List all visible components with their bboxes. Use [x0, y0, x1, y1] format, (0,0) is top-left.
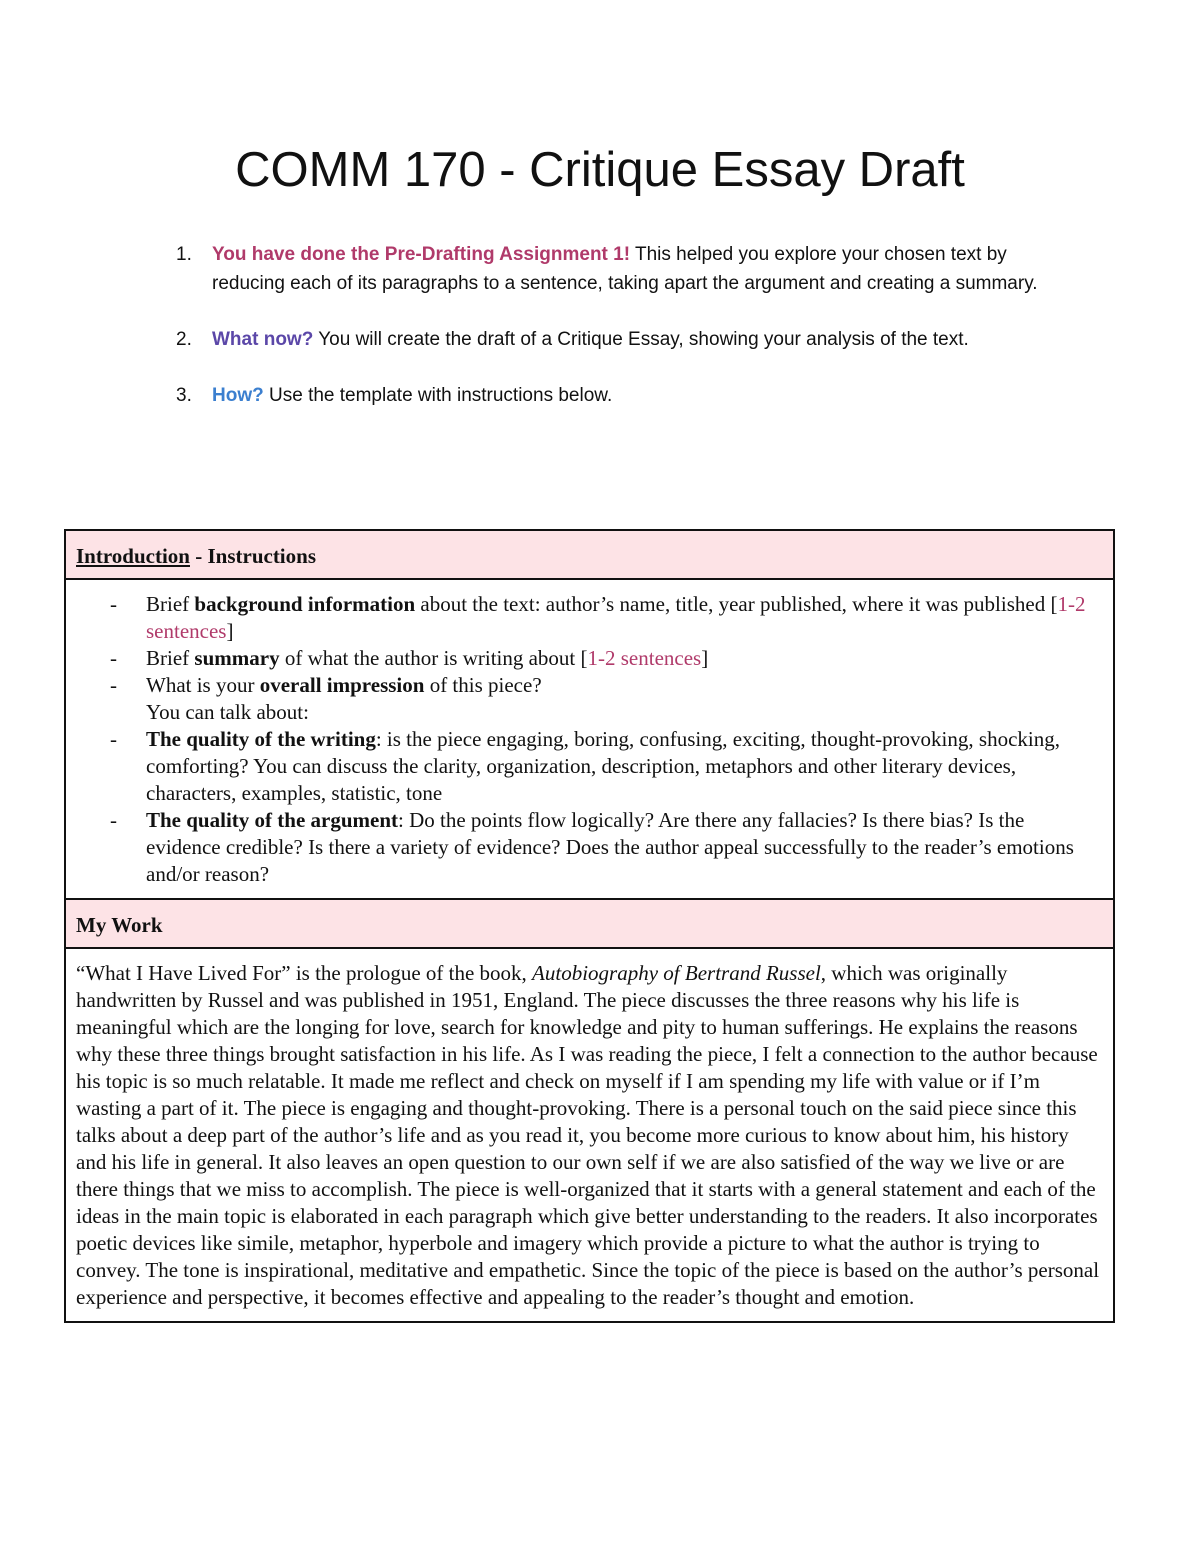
step-number: 1. [176, 244, 192, 265]
instruction-item [76, 672, 1103, 726]
step-text: You will create the draft of a Critique Essay, showing your analysis of the text. [313, 329, 969, 350]
bullet-dash: - [110, 592, 117, 616]
bullet-dash: - [110, 808, 117, 832]
instruction-text: Brief [146, 646, 195, 670]
step-text: This helped you explore your chosen text by reducing each of its paragraphs to a sentence, taking apart the argument and creating a summary. [212, 244, 1038, 294]
intro-header-rest: - Instructions [189, 544, 316, 568]
my-work-row [66, 949, 1113, 1321]
instruction-text: What is your [146, 673, 260, 697]
sentence-range: 1-2 sentences [587, 646, 702, 670]
intro-header-row [66, 531, 1113, 580]
instruction-text: You can talk about: [146, 700, 309, 724]
my-work-header-row [66, 900, 1113, 949]
instruction-item [76, 645, 1103, 672]
essay-opening: “What I Have Lived For” is the prologue of the book, [76, 961, 533, 985]
step-highlight: You have done the Pre-Drafting Assignment 1! [212, 244, 631, 265]
instruction-bold: The quality of the argument [146, 808, 398, 832]
instruction-item [76, 726, 1103, 807]
instruction-text: : Do the points flow logically? Are there any fallacies? Is there bias? Is the evidence credible? Is there a variety of evidence? Does the author appeal successfully to the reader’s emotions and/or reason? [146, 808, 1074, 886]
step-item [176, 240, 1056, 298]
instruction-bold: The quality of the writing [146, 727, 376, 751]
document-title: COMM 170 - Critique Essay Draft [235, 143, 965, 197]
instruction-text: ] [701, 646, 709, 670]
step-number: 3. [176, 385, 192, 406]
instruction-item [76, 591, 1103, 645]
instruction-text: : is the piece engaging, boring, confusing, exciting, thought-provoking, shocking, comforting? You can discuss the clarity, organization, description, metaphors and other literary devices, characters, examples, statistic, tone [146, 727, 1060, 805]
bullet-dash: - [110, 673, 117, 697]
intro-header-title: Introduction [76, 544, 190, 568]
step-text: Use the template with instructions below. [263, 385, 613, 406]
instruction-bold: background information [194, 592, 416, 616]
instruction-bold: summary [194, 646, 280, 670]
instruction-item [76, 807, 1103, 888]
essay-body: , which was originally handwritten by Russel and was published in 1951, England. The piece discusses the three reasons why his life is meaningful which are the longing for love, search for knowledge and pity to human sufferings. He explains the reasons why these three things brought satisfaction in his life. As I was reading the piece, I felt a connection to the author because his topic is so much relatable. It made me reflect and check on myself if I am spending my life with value or if I’m wasting a part of it. The piece is engaging and thought-provoking. There is a personal touch on the said piece since this talks about a deep part of the author’s life and as you read it, you become more curious to know about him, his history and his life in general. It also leaves an open question to our own self if we are also satisfied of the way we live or are there things that we miss to accomplish. The piece is well-organized that it starts with a general statement and each of the ideas in the main topic is elaborated in each paragraph which give better understanding to the readers. It also incorporates poetic devices like simile, metaphor, hyperbole and imagery which provide a picture to what the author is trying to convey. The tone is inspirational, meditative and empathetic. Since the topic of the piece is based on the author’s personal experience and perspective, it becomes effective and appealing to the reader’s thought and emotion. [76, 961, 1100, 1309]
sentence-range: 1-2 sentences [146, 592, 1086, 643]
my-work-header: My Work [76, 913, 163, 937]
instructions-list [76, 591, 1103, 888]
step-item [176, 381, 1056, 410]
instruction-text: Brief [146, 592, 195, 616]
instruction-bold: overall impression [259, 673, 425, 697]
template-table [64, 529, 1115, 1323]
book-title: Autobiography of Bertrand Russel [532, 961, 821, 985]
step-item [176, 325, 1056, 354]
instruction-text: ] [226, 619, 234, 643]
step-number: 2. [176, 329, 192, 350]
step-highlight: What now? [212, 329, 314, 350]
instruction-text: of this piece? [424, 673, 542, 697]
bullet-dash: - [110, 646, 117, 670]
bullet-dash: - [110, 727, 117, 751]
essay-text [76, 960, 1103, 1311]
instructions-row [66, 580, 1113, 900]
step-highlight: How? [212, 385, 264, 406]
steps-list [176, 240, 1056, 437]
instruction-text: of what the author is writing about [ [279, 646, 588, 670]
instruction-text: about the text: author’s name, title, year published, where it was published [ [415, 592, 1058, 616]
